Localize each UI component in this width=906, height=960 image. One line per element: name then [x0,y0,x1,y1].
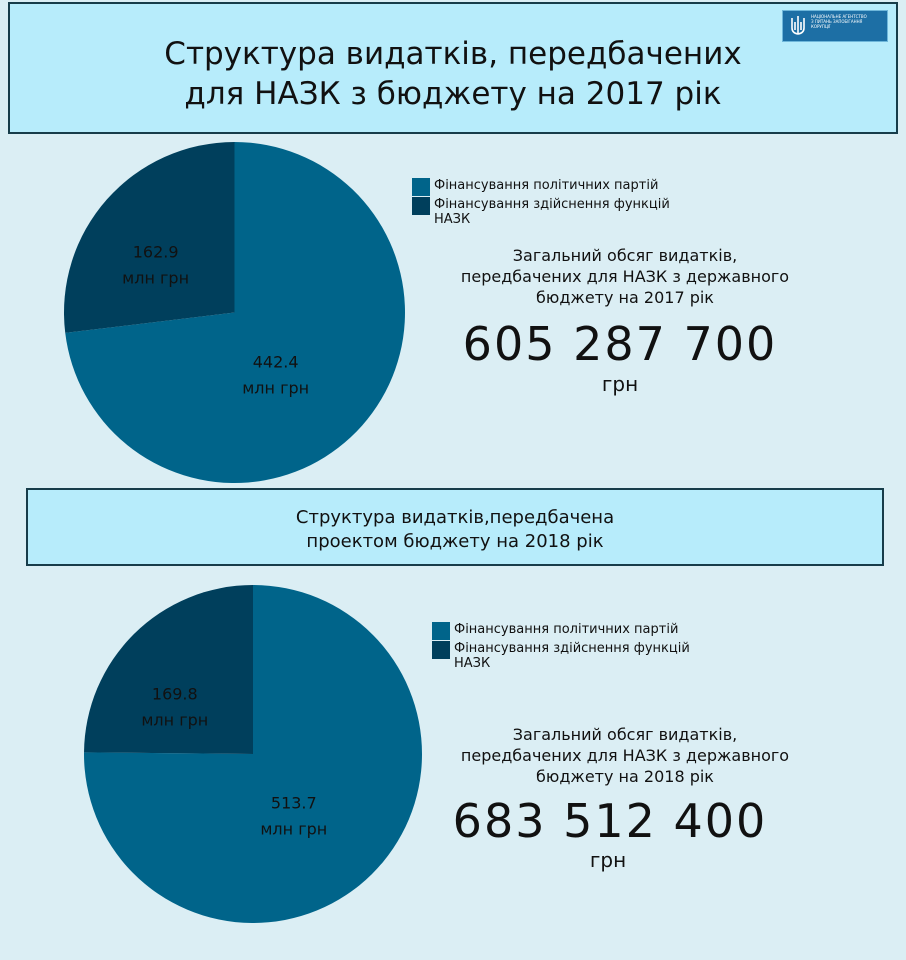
header-banner [8,2,898,134]
logo-text: НАЦІОНАЛЬНЕ АГЕНТСТВО З ПИТАНЬ ЗАПОБІГАННЯ КОРУПЦІЇ [811,14,867,29]
total-label-2017: Загальний обсяг видатків, передбачених для НАЗК з державного бюджету на 2017 рік [460,246,790,307]
legend-swatch [412,197,430,215]
slice-label: 513.7 млн грн [260,793,328,839]
total-value-2018: 683 512 400 [452,794,768,848]
legend-label: Фінансування політичних партій [454,622,679,637]
legend-swatch [432,641,450,659]
legend-item-political-parties [432,622,724,637]
legend-label: Фінансування здійснення функцій НАЗК [434,197,670,227]
section-banner-2018 [26,488,884,566]
legend-item-political-parties [412,178,704,193]
legend-swatch [412,178,430,196]
legend-item-nazk-functions [412,197,704,227]
page-title: Структура видатків, передбачених для НАЗК з бюджету на 2017 рік [164,36,742,112]
trident-icon [787,14,809,38]
legend-swatch [432,622,450,640]
slice-label: 169.8 млн грн [141,684,209,730]
pie-chart-2017 [63,141,406,484]
slice-label: 442.4 млн грн [242,352,310,398]
section-title-2018: Структура видатків,передбачена проектом бюджету на 2018 рік [295,507,615,552]
total-label-2018: Загальний обсяг видатків, передбачених для НАЗК з державного бюджету на 2018 рік [460,725,790,786]
total-unit-2017: грн [601,372,639,396]
pie-chart-2018 [83,584,423,924]
slice-label: 162.9 млн грн [122,242,190,288]
legend-item-nazk-functions [432,641,724,671]
nazk-logo [782,10,888,42]
total-value-2017: 605 287 700 [462,317,778,371]
legend-2018 [432,622,724,675]
total-unit-2018: грн [589,848,627,872]
legend-label: Фінансування політичних партій [434,178,659,193]
legend-2017 [412,178,704,231]
legend-label: Фінансування здійснення функцій НАЗК [454,641,690,671]
slice-nazk-functions [64,142,235,333]
